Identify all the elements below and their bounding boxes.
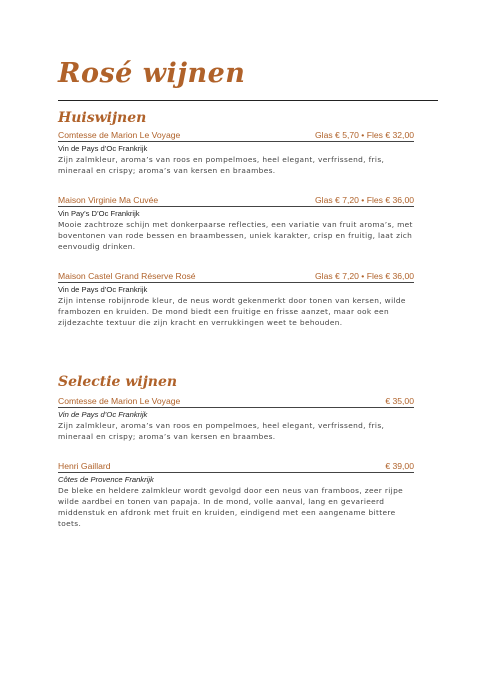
section-title-huiswijnen: Huiswijnen (58, 110, 147, 126)
wine-origin: Vin Pay’s D’Oc Frankrijk (58, 209, 140, 218)
wine-header (58, 130, 414, 142)
wine-name: Comtesse de Marion Le Voyage (58, 396, 181, 406)
wine-origin: Vin de Pays d’Oc Frankrijk (58, 144, 148, 153)
wine-description: Zijn intense robijnrode kleur, de neus wordt gekenmerkt door tonen van kersen, wilde frambozen en kruiden. De mond biedt een fruitige en frisse aanzet, maar ook een zijdezachte textuur die zijn kracht en verrukkingen weet te behouden. (58, 296, 406, 328)
wine-name: Maison Virginie Ma Cuvée (58, 195, 159, 205)
wine-description: Mooie zachtroze schijn met donkerpaarse reflecties, een variatie van fruit aroma’s, met boventonen van rode bessen en braambessen, uniek karakter, crisp en fruitig, laat zich eenvoudig drinken. (58, 220, 413, 252)
wine-item (58, 461, 414, 529)
wine-price: Glas € 5,70 • Fles € 32,00 (314, 130, 414, 140)
wine-item (58, 195, 414, 252)
wine-price: Glas € 7,20 • Fles € 36,00 (314, 195, 414, 205)
wine-description: Zijn zalmkleur, aroma’s van roos en pompelmoes, heel elegant, verfrissend, fris, mineraal en crispy; aroma’s van kersen en braambes. (58, 421, 385, 442)
wine-origin: Vin de Pays d’Oc Frankrijk (58, 410, 148, 419)
wine-name: Henri Gaillard (58, 461, 111, 471)
wine-header (58, 195, 414, 207)
page-title: Rosé wijnen (58, 58, 246, 89)
wine-item (58, 271, 414, 328)
wine-name: Maison Castel Grand Réserve Rosé (58, 271, 196, 281)
wine-header (58, 461, 414, 473)
wine-price: € 39,00 (385, 461, 414, 471)
wine-header (58, 271, 414, 283)
wine-description: De bleke en heldere zalmkleur wordt gevolgd door een neus van framboos, zeer rijpe wilde aardbei en tonen van papaja. In de mond, volle aanval, lang en gevarieerd middenstuk en afdronk met fruit en kruiden, eindigend met een aangename bittere toets. (58, 486, 404, 529)
wine-item (58, 130, 414, 176)
section-title-selectie-wijnen: Selectie wijnen (58, 374, 178, 390)
wine-header (58, 396, 414, 408)
wine-name: Comtesse de Marion Le Voyage (58, 130, 181, 140)
wine-item (58, 396, 414, 442)
title-divider (58, 100, 438, 101)
wine-description: Zijn zalmkleur, aroma’s van roos en pompelmoes, heel elegant, verfrissend, fris, mineraal en crispy; aroma’s van kersen en braambes. (58, 155, 385, 176)
wine-price: € 35,00 (385, 396, 414, 406)
wine-origin: Côtes de Provence Frankrijk (58, 475, 154, 484)
wine-origin: Vin de Pays d’Oc Frankrijk (58, 285, 148, 294)
wine-price: Glas € 7,20 • Fles € 36,00 (314, 271, 414, 281)
